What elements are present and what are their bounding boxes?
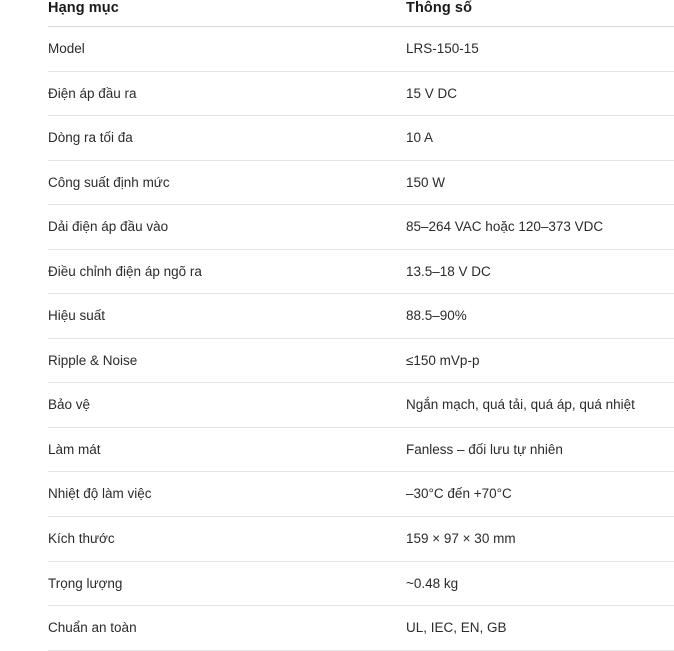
table-row [48,116,674,161]
table-row [48,472,674,517]
row-value: 13.5–18 V DC [406,249,674,294]
column-header-spec: Thông số [406,0,674,27]
row-value: 150 W [406,160,674,205]
table-row [48,294,674,339]
table-header-row [48,0,674,27]
row-value: Fanless – đối lưu tự nhiên [406,427,674,472]
row-label: Bảo vệ [48,383,406,428]
row-value: 88.5–90% [406,294,674,339]
table-row [48,606,674,651]
table-row [48,517,674,562]
row-label: Ripple & Noise [48,338,406,383]
row-label: Chuẩn an toàn [48,606,406,651]
table-row [48,561,674,606]
row-label: Nhiệt độ làm việc [48,472,406,517]
row-value: 10 A [406,116,674,161]
table-row [48,338,674,383]
table-row [48,427,674,472]
table-row [48,383,674,428]
table-body [48,27,674,651]
row-label: Công suất định mức [48,160,406,205]
table-row [48,205,674,250]
table-row [48,71,674,116]
row-label: Hiệu suất [48,294,406,339]
table-row [48,27,674,72]
row-value: UL, IEC, EN, GB [406,606,674,651]
row-value: ~0.48 kg [406,561,674,606]
row-label: Dòng ra tối đa [48,116,406,161]
row-value: ≤150 mVp-p [406,338,674,383]
row-value: Ngắn mạch, quá tải, quá áp, quá nhiệt [406,383,674,428]
row-value: 15 V DC [406,71,674,116]
table-header [48,0,674,27]
table-row [48,160,674,205]
column-header-item: Hạng mục [48,0,406,27]
row-label: Điều chỉnh điện áp ngõ ra [48,249,406,294]
row-label: Điện áp đầu ra [48,71,406,116]
specifications-table [48,0,674,651]
table-row [48,249,674,294]
row-label: Trọng lượng [48,561,406,606]
row-label: Làm mát [48,427,406,472]
row-label: Model [48,27,406,72]
row-label: Dải điện áp đầu vào [48,205,406,250]
row-value: –30°C đến +70°C [406,472,674,517]
row-value: LRS-150-15 [406,27,674,72]
row-label: Kích thước [48,517,406,562]
row-value: 159 × 97 × 30 mm [406,517,674,562]
row-value: 85–264 VAC hoặc 120–373 VDC [406,205,674,250]
